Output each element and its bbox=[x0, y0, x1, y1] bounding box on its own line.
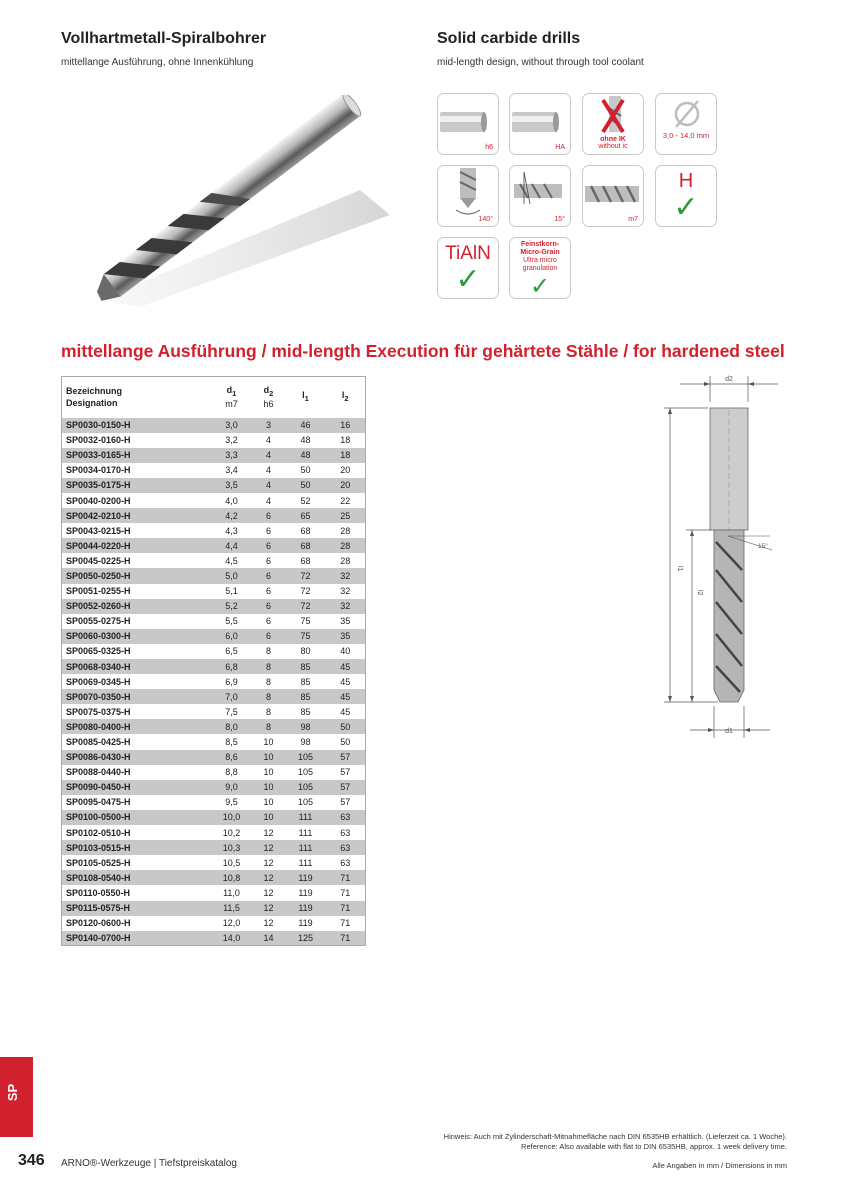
cell-l1: 50 bbox=[286, 463, 326, 478]
helix-angle-icon bbox=[509, 165, 571, 227]
cell-l1: 80 bbox=[286, 644, 326, 659]
cell-designation: SP0102-0510-H bbox=[62, 825, 212, 840]
cell-d2: 10 bbox=[252, 734, 286, 749]
cell-designation: SP0086-0430-H bbox=[62, 750, 212, 765]
table-row bbox=[62, 901, 366, 916]
table-row bbox=[62, 448, 366, 463]
table-row bbox=[62, 674, 366, 689]
cell-designation: SP0120-0600-H bbox=[62, 916, 212, 931]
grain-de: Feinstkorn- bbox=[520, 241, 560, 248]
cell-l2: 35 bbox=[326, 614, 366, 629]
cell-designation: SP0035-0175-H bbox=[62, 478, 212, 493]
cell-d2: 6 bbox=[252, 584, 286, 599]
cell-l1: 125 bbox=[286, 931, 326, 946]
cell-l2: 28 bbox=[326, 553, 366, 568]
cell-d2: 10 bbox=[252, 780, 286, 795]
table-row bbox=[62, 433, 366, 448]
cell-l2: 50 bbox=[326, 719, 366, 734]
title-de: Vollhartmetall-Spiralbohrer bbox=[61, 30, 267, 47]
units-note: Alle Angaben in mm / Dimensions in mm bbox=[652, 1161, 787, 1170]
table-row bbox=[62, 765, 366, 780]
header-d1-label: d bbox=[226, 384, 233, 395]
footer-note-de: Hinweis: Auch mit Zylinderschaft-Mitnahmefläche nach DIN 6535HB erhältlich. (Lieferzeit ca. 1 Woche). bbox=[443, 1132, 787, 1141]
cell-d2: 4 bbox=[252, 433, 286, 448]
cell-l2: 63 bbox=[326, 825, 366, 840]
section-tab-label: SP bbox=[5, 1083, 21, 1102]
table-row bbox=[62, 916, 366, 931]
table-row bbox=[62, 734, 366, 749]
cell-l1: 98 bbox=[286, 734, 326, 749]
cell-l2: 71 bbox=[326, 931, 366, 946]
shank-h6-label: h6 bbox=[485, 144, 493, 151]
shank-ha-label: HA bbox=[555, 144, 565, 151]
cell-l1: 68 bbox=[286, 538, 326, 553]
grain-text bbox=[512, 241, 568, 273]
table-row bbox=[62, 855, 366, 870]
cell-d1: 5,5 bbox=[212, 614, 252, 629]
cell-designation: SP0052-0260-H bbox=[62, 599, 212, 614]
cell-designation: SP0088-0440-H bbox=[62, 765, 212, 780]
cell-d2: 12 bbox=[252, 870, 286, 885]
coating-label: TiAlN bbox=[445, 243, 491, 264]
header-l2-sub: 2 bbox=[344, 394, 349, 404]
cell-designation: SP0033-0165-H bbox=[62, 448, 212, 463]
cell-l1: 98 bbox=[286, 719, 326, 734]
table-row bbox=[62, 750, 366, 765]
header-l2-label: l bbox=[341, 390, 345, 401]
check-icon: ✓ bbox=[673, 191, 699, 224]
cell-d1: 3,0 bbox=[212, 418, 252, 433]
table-row bbox=[62, 418, 366, 433]
cell-d2: 6 bbox=[252, 523, 286, 538]
no-coolant-de: ohne IK bbox=[600, 136, 626, 143]
cell-l1: 52 bbox=[286, 493, 326, 508]
table-row bbox=[62, 629, 366, 644]
cell-l2: 32 bbox=[326, 584, 366, 599]
cell-d2: 12 bbox=[252, 855, 286, 870]
cell-d2: 4 bbox=[252, 478, 286, 493]
spec-table-body bbox=[62, 418, 366, 946]
cell-designation: SP0042-0210-H bbox=[62, 508, 212, 523]
cell-d2: 14 bbox=[252, 931, 286, 946]
header-l1-sub: 1 bbox=[304, 394, 309, 404]
cell-designation: SP0075-0375-H bbox=[62, 704, 212, 719]
cell-l2: 22 bbox=[326, 493, 366, 508]
table-row bbox=[62, 689, 366, 704]
cell-l2: 71 bbox=[326, 885, 366, 900]
table-row bbox=[62, 463, 366, 478]
cell-d1: 6,5 bbox=[212, 644, 252, 659]
cell-d2: 4 bbox=[252, 448, 286, 463]
header-d1-sub: 1 bbox=[232, 388, 237, 398]
micro-grain-icon bbox=[509, 237, 571, 299]
cell-l1: 75 bbox=[286, 614, 326, 629]
header-d2-label: d bbox=[263, 384, 270, 395]
cell-l2: 18 bbox=[326, 448, 366, 463]
cell-d2: 10 bbox=[252, 750, 286, 765]
table-header bbox=[62, 377, 366, 418]
cell-d1: 4,2 bbox=[212, 508, 252, 523]
hardened-label: H bbox=[678, 170, 694, 192]
cell-l1: 75 bbox=[286, 629, 326, 644]
table-row bbox=[62, 885, 366, 900]
cell-d1: 14,0 bbox=[212, 931, 252, 946]
cell-designation: SP0103-0515-H bbox=[62, 840, 212, 855]
cell-l1: 46 bbox=[286, 418, 326, 433]
label-angle: 15° bbox=[758, 543, 768, 550]
cell-l1: 65 bbox=[286, 508, 326, 523]
cell-d1: 3,2 bbox=[212, 433, 252, 448]
cell-l2: 50 bbox=[326, 734, 366, 749]
drill-product-image bbox=[60, 95, 405, 310]
cell-l1: 68 bbox=[286, 523, 326, 538]
cell-d1: 4,5 bbox=[212, 553, 252, 568]
catalog-title: ARNO®-Werkzeuge | Tiefstpreiskatalog bbox=[61, 1158, 237, 1169]
cell-d2: 8 bbox=[252, 689, 286, 704]
cell-d1: 8,0 bbox=[212, 719, 252, 734]
cell-l1: 48 bbox=[286, 448, 326, 463]
cell-d2: 6 bbox=[252, 568, 286, 583]
cell-l2: 57 bbox=[326, 780, 366, 795]
cell-designation: SP0044-0220-H bbox=[62, 538, 212, 553]
cell-l2: 45 bbox=[326, 689, 366, 704]
table-row bbox=[62, 931, 366, 946]
cell-d1: 11,5 bbox=[212, 901, 252, 916]
header-l1 bbox=[286, 377, 326, 418]
cell-l2: 35 bbox=[326, 629, 366, 644]
cell-l2: 57 bbox=[326, 765, 366, 780]
table-row bbox=[62, 478, 366, 493]
table-row bbox=[62, 719, 366, 734]
cell-designation: SP0080-0400-H bbox=[62, 719, 212, 734]
cell-d2: 6 bbox=[252, 614, 286, 629]
cell-d2: 6 bbox=[252, 629, 286, 644]
table-row bbox=[62, 704, 366, 719]
cell-d1: 4,3 bbox=[212, 523, 252, 538]
cell-l2: 28 bbox=[326, 538, 366, 553]
cell-designation: SP0065-0325-H bbox=[62, 644, 212, 659]
section-tab bbox=[0, 1057, 33, 1137]
cell-d2: 6 bbox=[252, 508, 286, 523]
cell-l1: 111 bbox=[286, 825, 326, 840]
header-name-en: Designation bbox=[66, 398, 118, 409]
cell-d1: 10,8 bbox=[212, 870, 252, 885]
label-d2: d2 bbox=[725, 376, 733, 383]
cell-l2: 32 bbox=[326, 599, 366, 614]
cell-l2: 25 bbox=[326, 508, 366, 523]
cell-l2: 45 bbox=[326, 674, 366, 689]
header-l2 bbox=[326, 377, 366, 418]
cell-d1: 5,0 bbox=[212, 568, 252, 583]
cell-d1: 4,4 bbox=[212, 538, 252, 553]
cell-d1: 6,8 bbox=[212, 659, 252, 674]
cell-d1: 10,2 bbox=[212, 825, 252, 840]
cell-d1: 10,0 bbox=[212, 810, 252, 825]
cell-l1: 105 bbox=[286, 780, 326, 795]
cell-d1: 3,4 bbox=[212, 463, 252, 478]
cell-d1: 6,9 bbox=[212, 674, 252, 689]
cell-d1: 10,3 bbox=[212, 840, 252, 855]
header-designation bbox=[62, 377, 212, 418]
cell-d1: 7,5 bbox=[212, 704, 252, 719]
cell-d1: 5,1 bbox=[212, 584, 252, 599]
cell-designation: SP0115-0575-H bbox=[62, 901, 212, 916]
cell-l1: 50 bbox=[286, 478, 326, 493]
cell-l1: 105 bbox=[286, 750, 326, 765]
cell-designation: SP0032-0160-H bbox=[62, 433, 212, 448]
cell-designation: SP0060-0300-H bbox=[62, 629, 212, 644]
cell-designation: SP0051-0255-H bbox=[62, 584, 212, 599]
table-row bbox=[62, 659, 366, 674]
table-row bbox=[62, 568, 366, 583]
subtitle-de: mittellange Ausführung, ohne Innenkühlung bbox=[61, 57, 254, 68]
table-row bbox=[62, 538, 366, 553]
cell-l1: 48 bbox=[286, 433, 326, 448]
table-row bbox=[62, 614, 366, 629]
cell-designation: SP0140-0700-H bbox=[62, 931, 212, 946]
cell-d2: 4 bbox=[252, 493, 286, 508]
footer-note-en: Reference: Also available with flat to DIN 6535HB, approx. 1 week delivery time. bbox=[521, 1142, 787, 1151]
cell-d1: 11,0 bbox=[212, 885, 252, 900]
cell-d1: 4,0 bbox=[212, 493, 252, 508]
cell-l2: 18 bbox=[326, 433, 366, 448]
cell-l2: 16 bbox=[326, 418, 366, 433]
spec-table bbox=[61, 376, 366, 946]
cell-d2: 10 bbox=[252, 765, 286, 780]
cell-d2: 12 bbox=[252, 840, 286, 855]
cell-d2: 12 bbox=[252, 885, 286, 900]
grain-en2: granulation bbox=[522, 265, 558, 272]
cell-l2: 63 bbox=[326, 810, 366, 825]
cell-designation: SP0055-0275-H bbox=[62, 614, 212, 629]
table-row bbox=[62, 508, 366, 523]
cell-l2: 57 bbox=[326, 795, 366, 810]
cell-l2: 32 bbox=[326, 568, 366, 583]
cell-designation: SP0105-0525-H bbox=[62, 855, 212, 870]
label-l1: l1 bbox=[676, 566, 683, 572]
cell-l1: 85 bbox=[286, 689, 326, 704]
cell-l1: 119 bbox=[286, 870, 326, 885]
cell-d1: 3,5 bbox=[212, 478, 252, 493]
cell-l2: 57 bbox=[326, 750, 366, 765]
tolerance-m7-icon bbox=[582, 165, 644, 227]
cell-l1: 68 bbox=[286, 553, 326, 568]
cell-designation: SP0108-0540-H bbox=[62, 870, 212, 885]
cell-l1: 72 bbox=[286, 584, 326, 599]
table-row bbox=[62, 870, 366, 885]
cell-designation: SP0068-0340-H bbox=[62, 659, 212, 674]
cell-d2: 6 bbox=[252, 599, 286, 614]
technical-drawing bbox=[650, 370, 790, 745]
table-row bbox=[62, 795, 366, 810]
cell-d2: 12 bbox=[252, 901, 286, 916]
cell-l2: 40 bbox=[326, 644, 366, 659]
shank-ha-icon bbox=[509, 93, 571, 155]
cell-d1: 9,5 bbox=[212, 795, 252, 810]
cell-l1: 85 bbox=[286, 704, 326, 719]
header-d1 bbox=[212, 377, 252, 418]
diameter-range-label: 3,0 - 14,0 mm bbox=[662, 131, 710, 140]
cell-l2: 71 bbox=[326, 870, 366, 885]
table-row bbox=[62, 840, 366, 855]
label-l2: l2 bbox=[696, 590, 703, 596]
cell-l1: 105 bbox=[286, 795, 326, 810]
cell-d1: 3,3 bbox=[212, 448, 252, 463]
check-icon: ✓ bbox=[455, 263, 481, 296]
cell-l2: 28 bbox=[326, 523, 366, 538]
coating-tialn-icon bbox=[437, 237, 499, 299]
cell-l1: 85 bbox=[286, 659, 326, 674]
cell-designation: SP0100-0500-H bbox=[62, 810, 212, 825]
table-row bbox=[62, 825, 366, 840]
cell-designation: SP0070-0350-H bbox=[62, 689, 212, 704]
shank-h6-icon bbox=[437, 93, 499, 155]
cell-l2: 20 bbox=[326, 463, 366, 478]
cell-l1: 119 bbox=[286, 885, 326, 900]
hardened-steel-icon bbox=[655, 165, 717, 227]
cell-l2: 71 bbox=[326, 901, 366, 916]
table-row bbox=[62, 810, 366, 825]
cell-designation: SP0110-0550-H bbox=[62, 885, 212, 900]
cell-d2: 8 bbox=[252, 719, 286, 734]
cell-d1: 12,0 bbox=[212, 916, 252, 931]
cell-l1: 105 bbox=[286, 765, 326, 780]
cell-d1: 9,0 bbox=[212, 780, 252, 795]
cell-d1: 5,2 bbox=[212, 599, 252, 614]
cell-d1: 7,0 bbox=[212, 689, 252, 704]
table-row bbox=[62, 584, 366, 599]
cell-designation: SP0043-0215-H bbox=[62, 523, 212, 538]
cell-l1: 72 bbox=[286, 599, 326, 614]
cell-designation: SP0050-0250-H bbox=[62, 568, 212, 583]
grain-de2: Micro-Grain bbox=[520, 249, 560, 256]
header-d2 bbox=[252, 377, 286, 418]
check-icon: ✓ bbox=[529, 273, 551, 299]
cell-d2: 8 bbox=[252, 704, 286, 719]
cell-designation: SP0085-0425-H bbox=[62, 734, 212, 749]
cell-d2: 8 bbox=[252, 674, 286, 689]
cell-l1: 119 bbox=[286, 901, 326, 916]
table-row bbox=[62, 644, 366, 659]
header-l1-label: l bbox=[302, 390, 305, 401]
cell-d2: 12 bbox=[252, 916, 286, 931]
subtitle-en: mid-length design, without through tool coolant bbox=[437, 57, 644, 68]
cell-d2: 6 bbox=[252, 538, 286, 553]
cell-d2: 10 bbox=[252, 795, 286, 810]
helix-angle-label: 15° bbox=[554, 216, 565, 223]
table-row bbox=[62, 553, 366, 568]
cell-designation: SP0034-0170-H bbox=[62, 463, 212, 478]
cell-l2: 45 bbox=[326, 659, 366, 674]
cell-d2: 12 bbox=[252, 825, 286, 840]
cell-l1: 72 bbox=[286, 568, 326, 583]
table-row bbox=[62, 780, 366, 795]
header-d1-tol: m7 bbox=[225, 398, 238, 409]
table-row bbox=[62, 523, 366, 538]
table-row bbox=[62, 599, 366, 614]
cell-l2: 20 bbox=[326, 478, 366, 493]
cell-d1: 6,0 bbox=[212, 629, 252, 644]
header-d2-tol: h6 bbox=[263, 398, 274, 409]
cell-designation: SP0095-0475-H bbox=[62, 795, 212, 810]
cell-d2: 6 bbox=[252, 553, 286, 568]
title-en: Solid carbide drills bbox=[437, 30, 581, 47]
cell-designation: SP0069-0345-H bbox=[62, 674, 212, 689]
cell-l2: 63 bbox=[326, 855, 366, 870]
cell-l2: 71 bbox=[326, 916, 366, 931]
cell-l1: 111 bbox=[286, 810, 326, 825]
no-coolant-en: without ic bbox=[598, 143, 628, 150]
cell-d2: 8 bbox=[252, 644, 286, 659]
cell-l1: 119 bbox=[286, 916, 326, 931]
point-angle-icon bbox=[437, 165, 499, 227]
cell-d1: 10,5 bbox=[212, 855, 252, 870]
cell-d2: 3 bbox=[252, 418, 286, 433]
grain-en: Ultra micro bbox=[523, 257, 557, 264]
table-row bbox=[62, 493, 366, 508]
cell-l1: 111 bbox=[286, 840, 326, 855]
cell-d1: 8,8 bbox=[212, 765, 252, 780]
cell-d1: 8,5 bbox=[212, 734, 252, 749]
cell-d2: 8 bbox=[252, 659, 286, 674]
cell-d1: 8,6 bbox=[212, 750, 252, 765]
tolerance-m7-label: m7 bbox=[628, 216, 638, 223]
label-d1: d1 bbox=[725, 728, 733, 735]
diameter-range-icon bbox=[655, 93, 717, 155]
point-angle-label: 140° bbox=[478, 216, 493, 223]
cell-l2: 63 bbox=[326, 840, 366, 855]
header-name-de: Bezeichnung bbox=[66, 386, 123, 397]
section-heading: mittellange Ausführung / mid-length Execution für gehärtete Stähle / for hardened steel bbox=[61, 341, 785, 361]
cell-l1: 111 bbox=[286, 855, 326, 870]
cell-designation: SP0040-0200-H bbox=[62, 493, 212, 508]
cell-d2: 10 bbox=[252, 810, 286, 825]
header-d2-sub: 2 bbox=[269, 388, 274, 398]
cell-designation: SP0030-0150-H bbox=[62, 418, 212, 433]
cell-l2: 45 bbox=[326, 704, 366, 719]
page-number: 346 bbox=[18, 1152, 45, 1169]
cell-designation: SP0045-0225-H bbox=[62, 553, 212, 568]
no-internal-coolant-icon bbox=[582, 93, 644, 155]
cell-l1: 85 bbox=[286, 674, 326, 689]
cell-designation: SP0090-0450-H bbox=[62, 780, 212, 795]
cell-d2: 4 bbox=[252, 463, 286, 478]
